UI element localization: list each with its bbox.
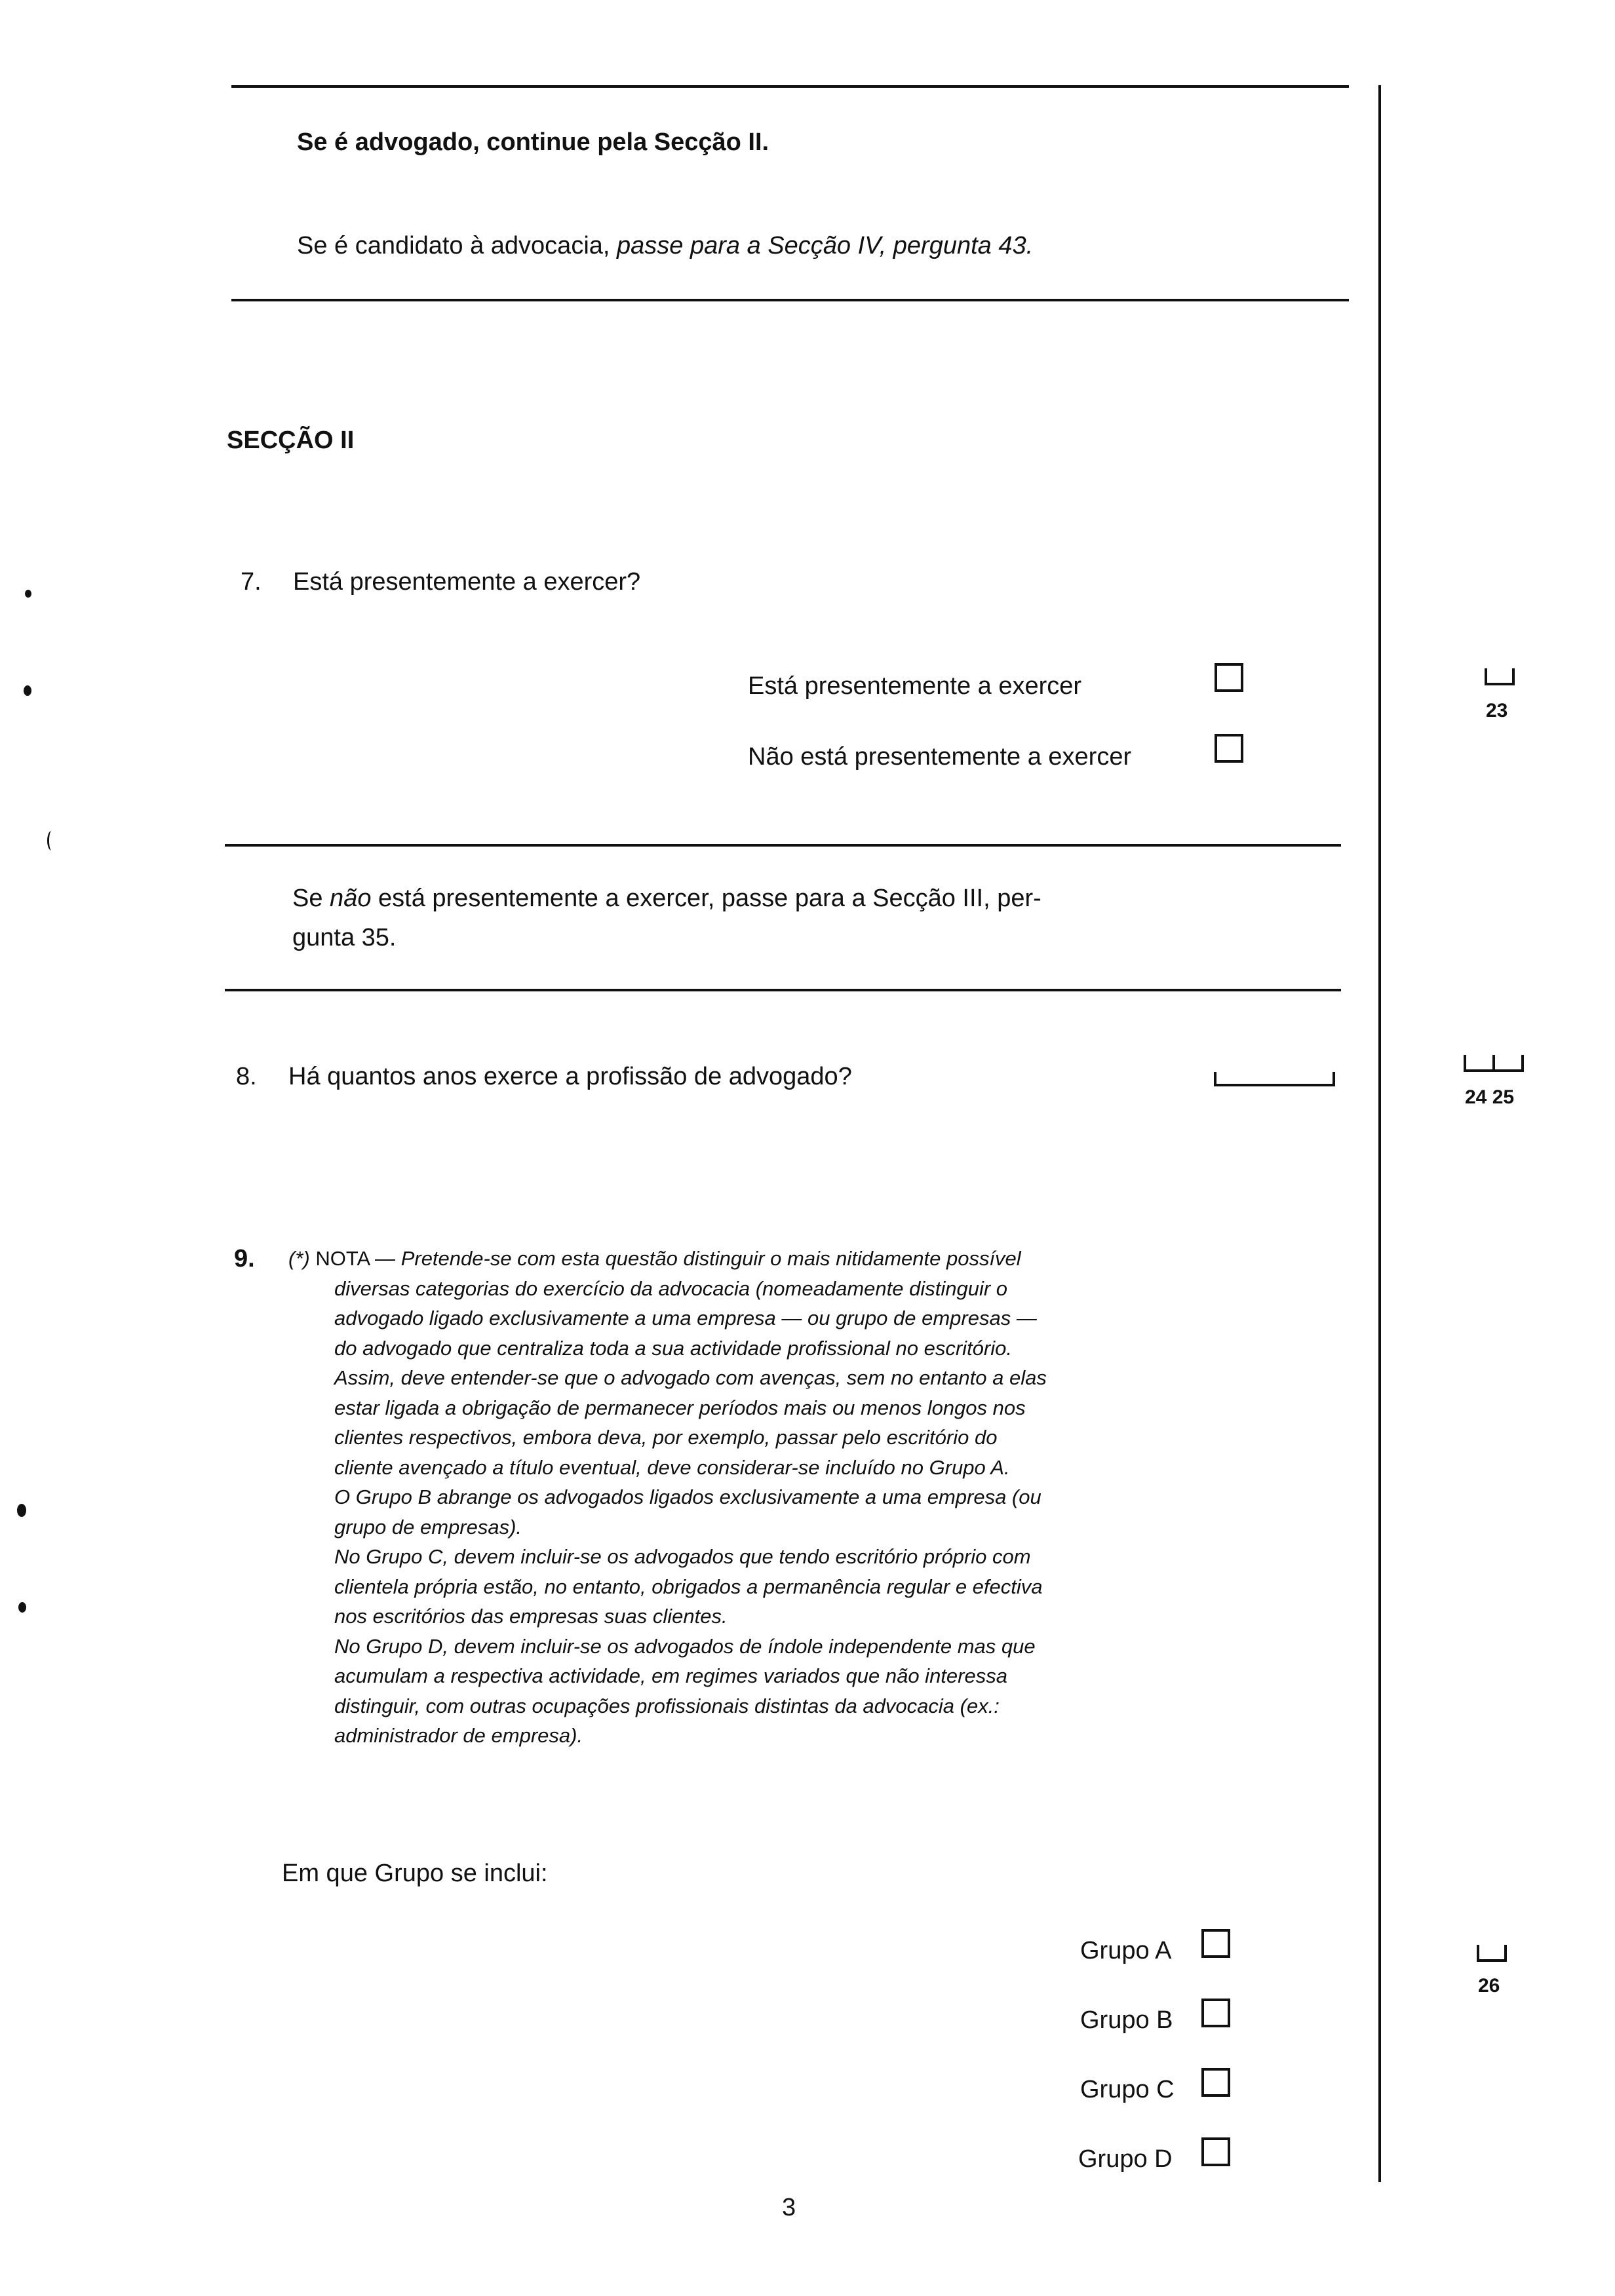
q7-option-not-exercising-label: Não está presentemente a exercer (748, 743, 1132, 771)
skip-note-post: está presentemente a exercer, passe para a Secção III, per- (371, 885, 1041, 912)
q7-option-not-exercising-checkbox[interactable] (1215, 734, 1243, 763)
section-title: SECÇÃO II (227, 427, 355, 454)
q9-option-b-label: Grupo B (1080, 2006, 1173, 2034)
q9-note-first: Pretende-se com esta questão distinguir o mais nitidamente possível (400, 1247, 1021, 1270)
q7-number: 7. (241, 568, 262, 596)
scan-mark (25, 590, 31, 598)
q9-note-line: O Grupo B abrange os advogados ligados exclusivamente a uma empresa (ou (334, 1485, 1041, 1508)
q9-note-line: No Grupo D, devem incluir-se os advogados de índole independente mas que (334, 1634, 1036, 1658)
q9-note-label: NOTA — (315, 1247, 396, 1270)
q9-prompt: Em que Grupo se inclui: (282, 1860, 548, 1887)
q7-option-exercising-checkbox[interactable] (1215, 663, 1243, 692)
q8-number: 8. (236, 1063, 257, 1090)
q8-years-input[interactable] (1214, 1072, 1335, 1086)
q9-note-line: nos escritórios das empresas suas clientes. (334, 1605, 728, 1628)
q7-code-box (1485, 668, 1515, 685)
page-number: 3 (782, 2194, 796, 2221)
q9-note-line: No Grupo C, devem incluir-se os advogados que tendo escritório próprio com (334, 1545, 1031, 1568)
q9-note-line: advogado ligado exclusivamente a uma empresa — ou grupo de empresas — (334, 1307, 1037, 1330)
q9-note-line: Assim, deve entender-se que o advogado com avenças, sem no entanto a elas (334, 1366, 1047, 1389)
q8-text: Há quantos anos exerce a profissão de advogado? (288, 1063, 852, 1090)
q9-note-line: administrador de empresa). (334, 1724, 583, 1747)
skip-note-italic: não (330, 885, 372, 912)
q8-code-number: 24 25 (1465, 1086, 1515, 1108)
rule-top (231, 85, 1349, 88)
q9-note-line: grupo de empresas). (334, 1515, 522, 1539)
q7-option-exercising-label: Está presentemente a exercer (748, 672, 1082, 700)
q9-option-c-label: Grupo C (1080, 2076, 1175, 2103)
q9-code-box (1477, 1945, 1507, 1962)
scan-mark (24, 685, 31, 696)
instruction-candidate (297, 227, 1033, 265)
q9-note-line: acumulam a respectiva actividade, em regimes variados que não interessa (334, 1664, 1007, 1687)
q9-note (288, 1244, 1047, 1751)
rule-skip-bottom (225, 989, 1341, 991)
scan-mark (17, 1504, 26, 1517)
scan-mark (18, 1602, 26, 1613)
q9-note-line: clientes respectivos, embora deva, por exemplo, passar pelo escritório do (334, 1426, 998, 1449)
q9-option-c-checkbox[interactable] (1201, 2068, 1230, 2097)
q8-code-box (1464, 1055, 1524, 1072)
q9-note-line: diversas categorias do exercício da advocacia (nomeadamente distinguir o (334, 1276, 1008, 1300)
q9-note-first-line (288, 1244, 1047, 1274)
instruction-continue: Se é advogado, continue pela Secção II. (297, 128, 769, 156)
q9-note-body (288, 1274, 1047, 1751)
q9-note-line: cliente avençado a título eventual, deve considerar-se incluído no Grupo A. (334, 1455, 1010, 1479)
instruction-candidate-plain: Se é candidato à advocacia, (297, 232, 617, 259)
scan-mark (47, 831, 56, 851)
instruction-candidate-italic: passe para a Secção IV, pergunta 43. (617, 232, 1034, 259)
skip-note-line2: gunta 35. (292, 924, 397, 951)
q9-option-a-checkbox[interactable] (1201, 1929, 1230, 1958)
q9-number: 9. (234, 1245, 255, 1272)
q9-option-d-label: Grupo D (1078, 2145, 1173, 2173)
q7-code-number: 23 (1486, 700, 1508, 721)
skip-note-line1 (292, 879, 1041, 917)
q9-note-marker: (*) (288, 1247, 310, 1270)
q9-option-a-label: Grupo A (1080, 1937, 1172, 1964)
q7-text: Está presentemente a exercer? (293, 568, 641, 596)
q9-note-line: do advogado que centraliza toda a sua actividade profissional no escritório. (334, 1336, 1012, 1360)
q9-option-b-checkbox[interactable] (1201, 1999, 1230, 2027)
rule-under-instructions (231, 299, 1349, 301)
q9-option-d-checkbox[interactable] (1201, 2137, 1230, 2166)
q9-code-number: 26 (1478, 1975, 1500, 1997)
rule-skip-top (225, 844, 1341, 847)
q9-note-line: clientela própria estão, no entanto, obrigados a permanência regular e efectiva (334, 1575, 1043, 1598)
skip-note-pre: Se (292, 885, 330, 912)
margin-rule (1378, 85, 1381, 2182)
q9-note-line: distinguir, com outras ocupações profissionais distintas da advocacia (ex.: (334, 1694, 1000, 1717)
q9-note-line: estar ligada a obrigação de permanecer períodos mais ou menos longos nos (334, 1396, 1026, 1419)
